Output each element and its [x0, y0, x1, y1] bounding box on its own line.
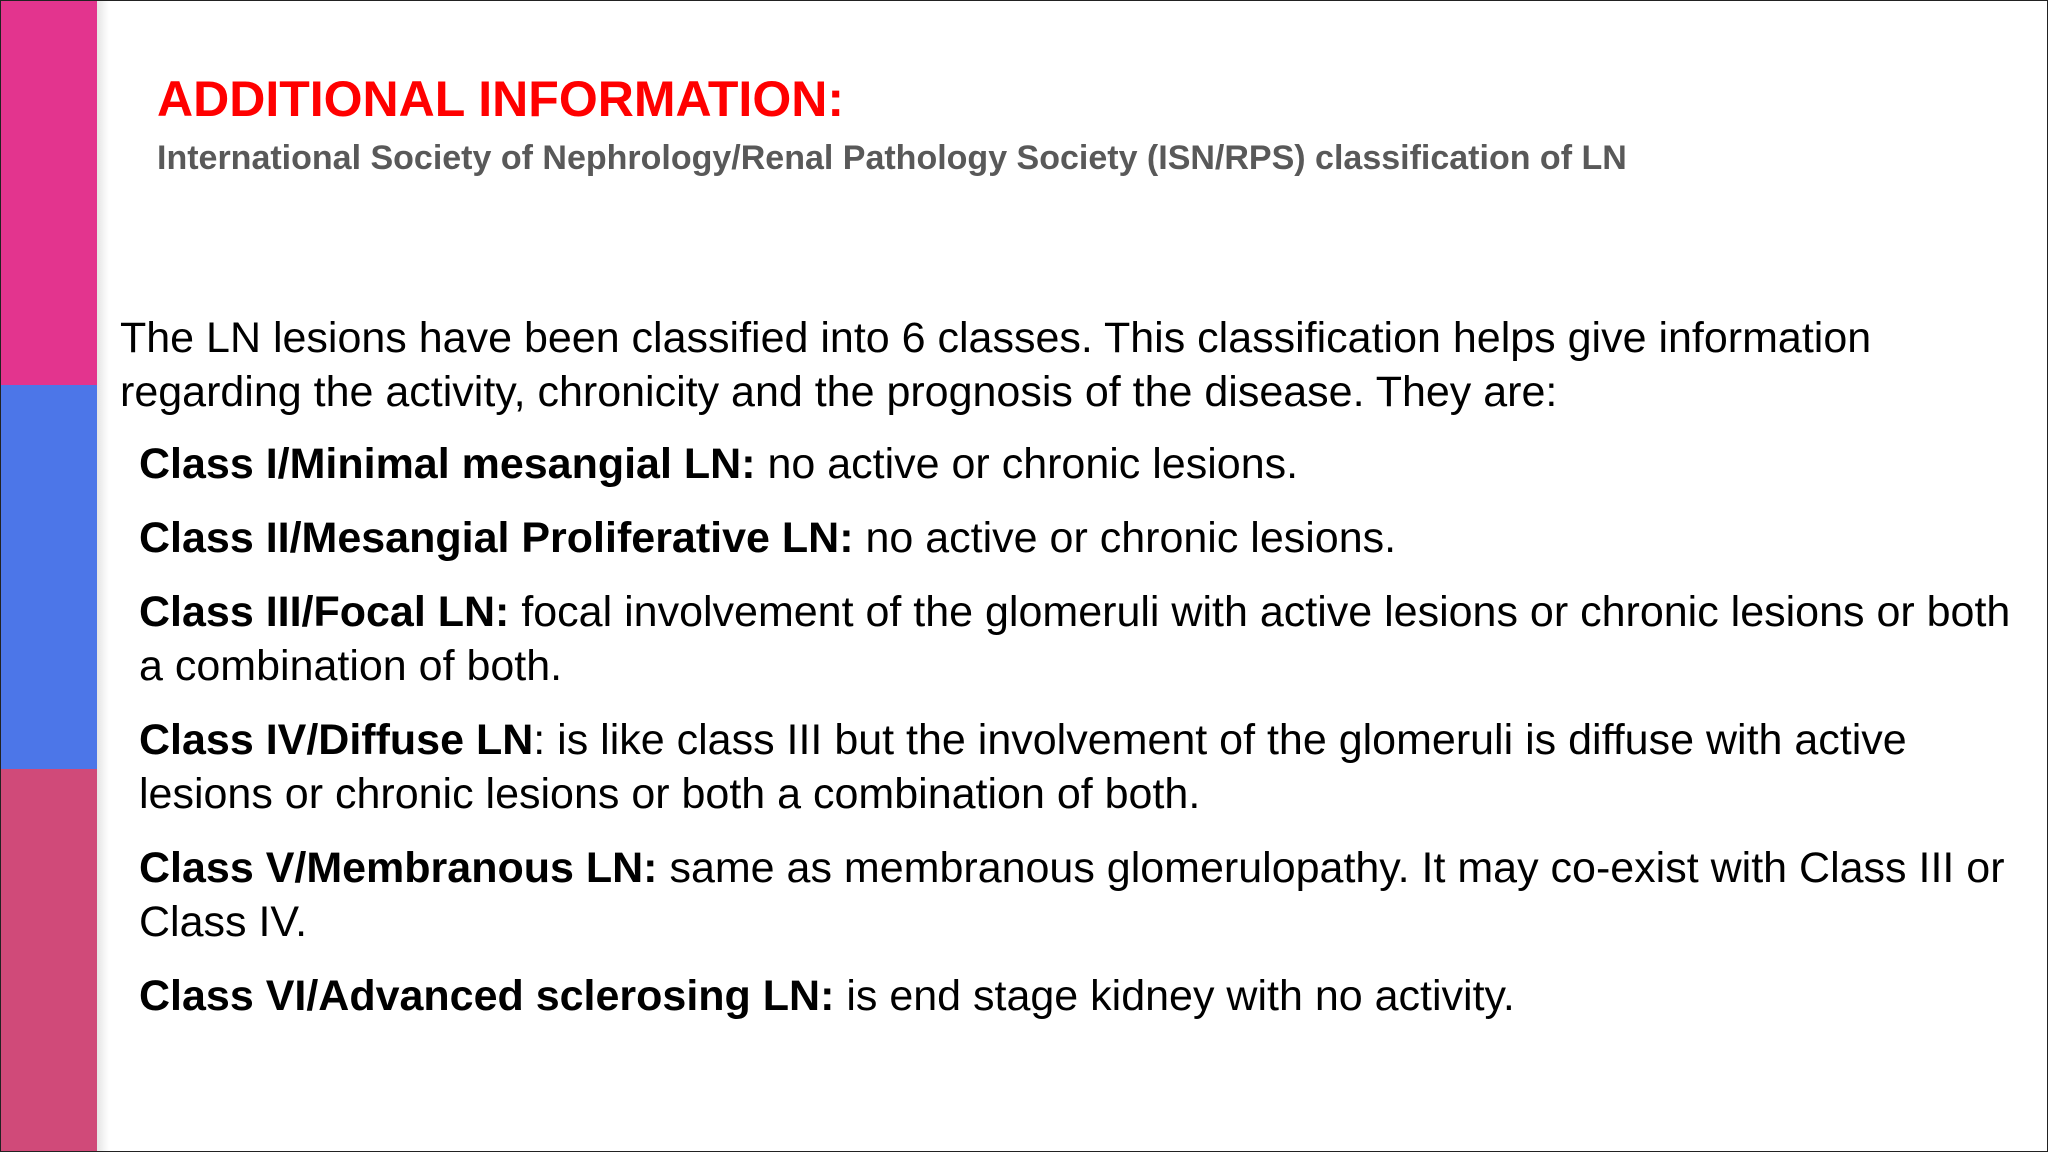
class-name: Class VI/Advanced sclerosing LN: [139, 972, 835, 1020]
class-name: Class I/Minimal mesangial LN: [139, 440, 756, 488]
classification-list [139, 437, 2029, 1043]
side-bar-segment-blue [1, 385, 97, 769]
class-description: focal involvement of the glomeruli with active lesions or chronic lesions or both a combination of both. [139, 588, 2011, 690]
class-description: no active or chronic lesions. [853, 514, 1397, 562]
class-name: Class II/Mesangial Proliferative LN: [139, 514, 854, 562]
class-description: : is like class III but the involvement of the glomeruli is diffuse with active lesions or chronic lesions or both a combination of both. [139, 716, 1907, 818]
class-item-6 [139, 969, 2029, 1023]
class-name: Class III/Focal LN: [139, 588, 510, 636]
class-item-5 [139, 841, 2029, 949]
class-name: Class IV/Diffuse LN [139, 716, 534, 764]
side-bar-segment-pink [1, 1, 97, 385]
side-bar-shadow [97, 1, 109, 1151]
slide-subtitle: International Society of Nephrology/Renal Pathology Society (ISN/RPS) classification of LN [157, 139, 1627, 177]
side-bar-segment-rose [1, 769, 97, 1151]
class-description: same as membranous glomerulopathy. It may co-exist with Class III or Class IV. [139, 844, 2005, 946]
class-item-2 [139, 511, 2029, 565]
class-name: Class V/Membranous LN: [139, 844, 658, 892]
class-item-1 [139, 437, 2029, 491]
class-item-4 [139, 713, 2029, 821]
class-item-3 [139, 585, 2029, 693]
intro-paragraph: The LN lesions have been classified into 6 classes. This classification helps give information regarding the activity, chronicity and the prognosis of the disease. They are: [120, 314, 1872, 416]
class-description: is end stage kidney with no activity. [834, 972, 1515, 1020]
side-color-bar [1, 1, 97, 1151]
class-description: no active or chronic lesions. [755, 440, 1299, 488]
slide-title: ADDITIONAL INFORMATION: [157, 71, 844, 127]
